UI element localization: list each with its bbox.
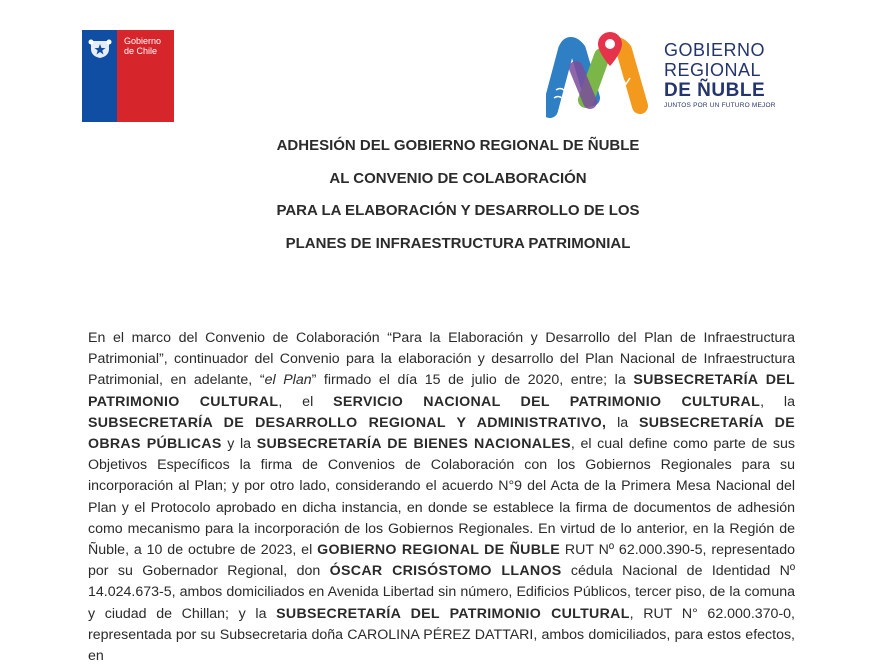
text-run: , el cual define como parte de sus Objetivos Específicos la firma de Convenios de Colaboración con los Gobiernos Regionales para su incorporación al Plan; y por otro lado, considerando el acuerdo N°9 del Acta de la Primera Mesa Nacional del Plan y el Protocolo aprobado en dicha instancia, en donde se establece la firma de documentos de adhesión como mecanismo para la incorporación de los Gobiernos Regionales. En virtud de lo anterior, en la Región de Ñuble, a 10 de octubre de 2023, el	[88, 436, 795, 559]
bold-run: SUBSECRETARÍA DE OBRAS PÚBLICAS	[88, 414, 795, 453]
text-run: , la	[760, 393, 795, 410]
text-run: En el marco del Convenio de Colaboración “Para la Elaboración y Desarrollo del Plan de Infraestructura Patrimonial”, continuador del Convenio para la elaboración y desarrollo del Plan Nacional de Infraestructura Patrimonial, en adelante, “	[88, 330, 795, 389]
title-line-4: PLANES DE INFRAESTRUCTURA PATRIMONIAL	[285, 234, 631, 252]
text-run: ” firmado el día 15 de julio de 2020, entre; la	[311, 372, 634, 389]
bold-run: ÓSCAR CRISÓSTOMO LLANOS	[329, 563, 562, 580]
bold-run: SERVICIO NACIONAL DEL PATRIMONIO CULTURAL	[333, 393, 761, 410]
title-line-2: AL CONVENIO DE COLABORACIÓN	[329, 169, 587, 187]
gore-emblem-icon	[546, 28, 661, 118]
chile-logo-text-2: de Chile	[124, 46, 158, 56]
bold-run: SUBSECRETARÍA DEL PATRIMONIO CULTURAL	[88, 372, 795, 410]
text-run: , RUT N° 62.000.370-0, representada por su Subsecretaria doña CAROLINA PÉREZ DATTARI, ambos domiciliados, para estos efectos, en	[88, 605, 795, 665]
gore-logo-line3: DE ÑUBLE	[664, 80, 766, 101]
gore-logo-line2: REGIONAL	[664, 60, 762, 80]
bold-run: SUBSECRETARÍA DE BIENES NACIONALES	[256, 436, 571, 453]
italic-run: el Plan	[264, 372, 312, 389]
title-line-1: ADHESIÓN DEL GOBIERNO REGIONAL DE ÑUBLE	[276, 137, 640, 154]
bold-run: GOBIERNO REGIONAL DE ÑUBLE	[317, 542, 560, 559]
document-title	[0, 134, 872, 264]
bold-run: SUBSECRETARÍA DEL PATRIMONIO CULTURAL	[276, 605, 630, 622]
text-run: RUT Nº 62.000.390-5, representado por su Gobernador Regional, don	[88, 542, 795, 580]
gore-logo-tagline: JUNTOS POR UN FUTURO MEJOR	[664, 102, 776, 109]
gore-logo-line1: GOBIERNO	[664, 40, 766, 60]
text-run: cédula Nacional de Identidad Nº 14.024.673-5, ambos domiciliados en Avenida Libertad sin número, Edificios Públicos, tercer piso, de la comuna y ciudad de Chillan; y la	[88, 563, 795, 622]
gobierno-de-chile-logo	[82, 30, 174, 122]
body-paragraph	[88, 328, 795, 667]
chile-shield-icon	[87, 37, 113, 59]
text-run: y la	[221, 436, 257, 453]
gobierno-regional-nuble-logo	[546, 28, 786, 118]
text-run: , el	[278, 393, 334, 410]
chile-logo-text-1: Gobierno	[124, 36, 162, 46]
title-line-3: PARA LA ELABORACIÓN Y DESARROLLO DE LOS	[276, 202, 640, 219]
text-run: la	[606, 414, 640, 431]
bold-run: SUBSECRETARÍA DE DESARROLLO REGIONAL Y ADMINISTRATIVO,	[88, 414, 607, 431]
